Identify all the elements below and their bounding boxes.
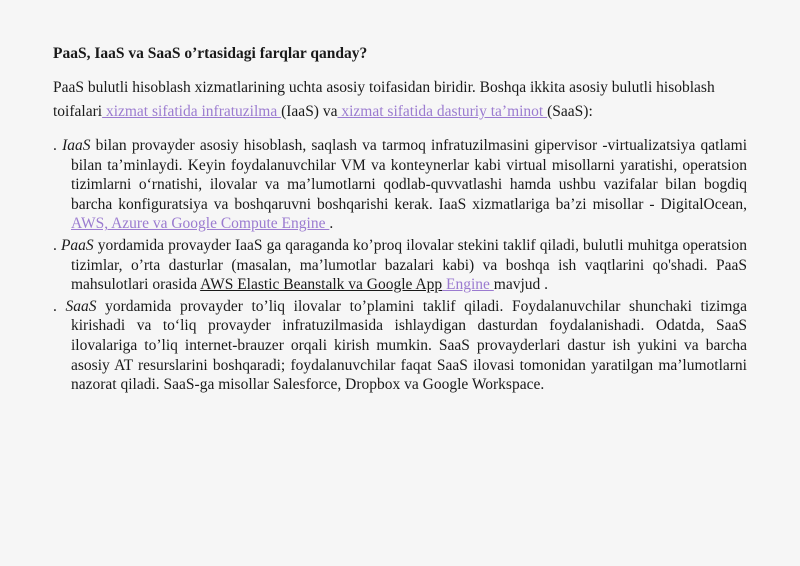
item-text-after: mavjud . [493, 276, 549, 294]
aws-azure-google-link[interactable]: AWS, Azure va Google Compute Engine [71, 215, 330, 233]
list-bullet: . [53, 236, 61, 254]
term-paas: PaaS [60, 236, 94, 254]
list-bullet: . [53, 137, 63, 154]
saas-link[interactable]: xizmat sifatida dasturiy ta’minot [337, 103, 548, 120]
term-saas: SaaS [65, 297, 97, 315]
item-text: yordamida provayder IaaS ga qaraganda ko’proq ilovalar stekini taklif qiladi, bulutli muhitga operatsion tizimlar, o’rta dasturlar (masalan, ma’lumotlar bazalari kabi) va boshqa ish vaqtlarini qo'shadi. PaaS mahsulotlari orasida [71, 236, 748, 294]
list-item-saas [53, 297, 747, 395]
section-heading: PaaS, IaaS va SaaS o’rtasidagi farqlar qanday? [53, 45, 368, 62]
intro-text-before: PaaS bulutli hisoblash xizmatlarining uchta asosiy toifasidan biridir. Boshqa ikkita asosiy bulutli hisoblash toifalari [53, 79, 715, 120]
intro-paragraph [53, 76, 753, 124]
item-text: yordamida provayder to’liq ilovalar to’plamini taklif qiladi. Foydalanuvchilar shunchaki tizimga kirishadi va to‘liq provayder infratuzilmasida ishlaydigan dasturdan foydalanishadi. Odatda, SaaS ilovalariga to’liq internet-brauzer orqali kirish mumkin. SaaS provayderlari dastur ish yukini va barcha asosiy AT resurslarini boshqaradi; foydalanuvchilar faqat SaaS ilovasi tomonidan yaratilgan ma’lumotlarni nazorat qiladi. SaaS-ga misollar Salesforce, Dropbox va Google Workspace. [71, 297, 748, 394]
term-iaas: IaaS [62, 137, 91, 154]
list-item-iaas [53, 136, 747, 234]
engine-link[interactable]: Engine [442, 276, 494, 294]
iaas-link[interactable]: xizmat sifatida infratuzilma [102, 103, 282, 120]
intro-text-middle: (IaaS) va [281, 103, 338, 120]
item-text: bilan provayder asosiy hisoblash, saqlash va tarmoq infratuzilmasini gipervisor -virtualizatsiya qatlami bilan ta’minlaydi. Keyin foydalanuvchilar VM va konteynerlar kabi virtual misollarni yaratishi, operatsion tizimlarni o‘rnatishi, ilovalar va ma’lumotlarni qodlab-quvvatlashi hamda ushbu vazifalar bilan bogdiq barcha konfiguratsiya va boshqaruvni boshqarishi kerak. IaaS xizmatlariga ba’zi misollar - DigitalOcean, [71, 137, 748, 213]
list-item-paas [53, 236, 747, 295]
service-model-list [53, 136, 747, 395]
list-bullet: . [53, 297, 66, 315]
intro-text-after: (SaaS): [547, 103, 593, 120]
aws-beanstalk-link[interactable]: AWS Elastic Beanstalk va Google App [200, 276, 443, 294]
item-text-after: . [329, 215, 334, 233]
